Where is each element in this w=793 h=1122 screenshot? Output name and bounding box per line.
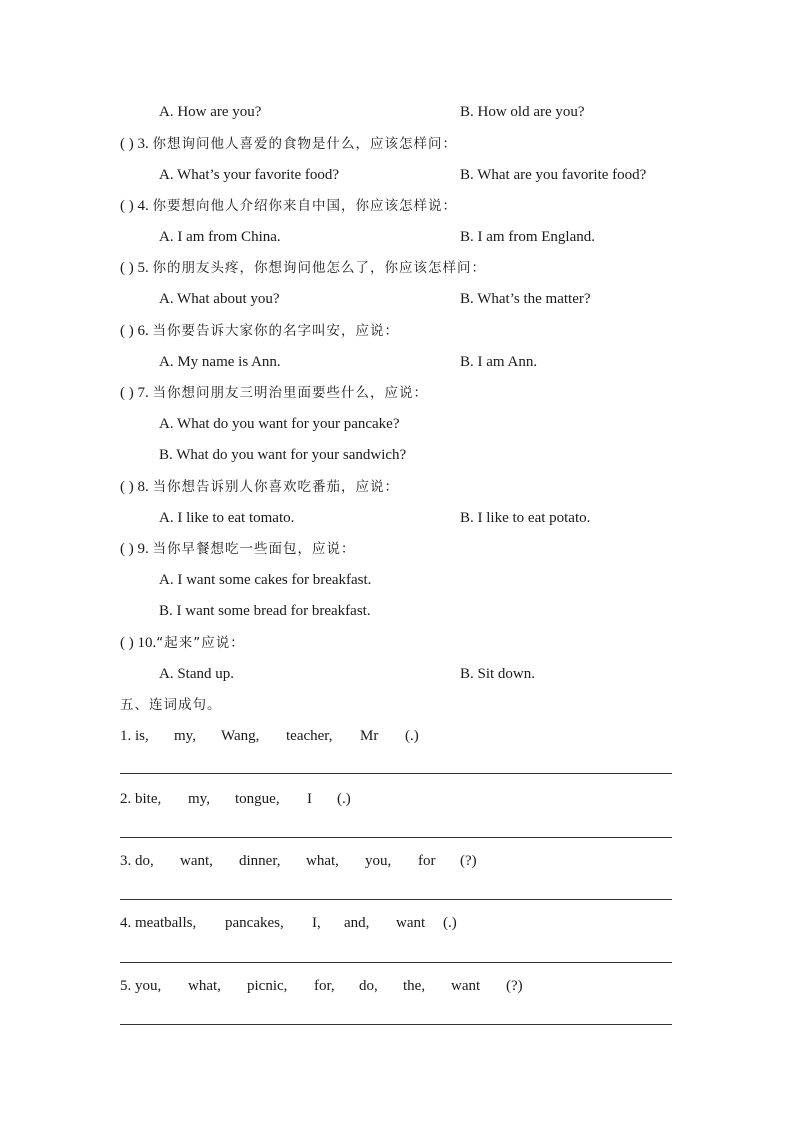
word: (?): [506, 978, 523, 994]
word: I,: [312, 915, 321, 931]
question-10: [120, 633, 245, 653]
word: you,: [365, 853, 392, 869]
sentence-item-1: [120, 726, 419, 746]
word: my,: [174, 728, 196, 744]
sentence-item-4: [120, 913, 457, 933]
sentence-item-3: [120, 851, 477, 871]
question-number: ( ) 7.: [120, 385, 149, 401]
q3-option-b: B. What are you favorite food?: [460, 167, 647, 183]
question-prompt: 你的朋友头疼，你想询问他怎么了，你应该怎样问：: [152, 260, 486, 276]
word: want: [451, 978, 481, 994]
q8-option-b: B. I like to eat potato.: [460, 510, 591, 526]
word: picnic,: [247, 978, 288, 994]
q10-option-b: B. Sit down.: [460, 666, 536, 682]
sentence-item-5: [120, 976, 523, 996]
question-number: ( ) 4.: [120, 198, 149, 214]
question-number: ( ) 10.: [120, 635, 157, 651]
word: do,: [359, 978, 378, 994]
question-prompt: “起来”应说：: [156, 635, 245, 651]
q7-option-b: B. What do you want for your sandwich?: [159, 447, 407, 463]
word: (.): [443, 915, 457, 931]
question-prompt: 你想询问他人喜爱的食物是什么，应该怎样问：: [152, 136, 457, 152]
q10-option-a: A. Stand up.: [159, 666, 234, 682]
q5-option-a: A. What about you?: [159, 291, 280, 307]
word: (.): [337, 791, 351, 807]
q9-option-a: A. I want some cakes for breakfast.: [159, 572, 372, 588]
q2-option-b: B. How old are you?: [460, 104, 585, 120]
q6-option-b: B. I am Ann.: [460, 354, 538, 370]
word: my,: [188, 791, 210, 807]
word: 1. is,: [120, 728, 149, 744]
word: (?): [460, 853, 477, 869]
question-prompt: 当你早餐想吃一些面包，应说：: [152, 541, 356, 557]
question-4: [120, 196, 457, 216]
question-6: [120, 321, 399, 341]
word: 3. do,: [120, 853, 154, 869]
question-7: [120, 383, 428, 403]
word: for,: [314, 978, 335, 994]
word: I: [307, 791, 312, 807]
word: and,: [344, 915, 370, 931]
word: dinner,: [239, 853, 281, 869]
answer-line-3[interactable]: [120, 899, 672, 900]
question-prompt: 当你要告诉大家你的名字叫安，应说：: [152, 323, 399, 339]
question-prompt: 当你想告诉别人你喜欢吃番茄，应说：: [152, 479, 399, 495]
q3-option-a: A. What’s your favorite food?: [159, 167, 340, 183]
section-5-title: 五、连词成句。: [120, 697, 222, 713]
word: pancakes,: [225, 915, 284, 931]
sentence-item-2: [120, 789, 351, 809]
word: 5. you,: [120, 978, 162, 994]
q9-option-b: B. I want some bread for breakfast.: [159, 603, 371, 619]
q6-option-a: A. My name is Ann.: [159, 354, 281, 370]
word: want: [396, 915, 426, 931]
q4-option-b: B. I am from England.: [460, 229, 595, 245]
answer-line-5[interactable]: [120, 1024, 672, 1025]
answer-line-4[interactable]: [120, 962, 672, 963]
question-number: ( ) 9.: [120, 541, 149, 557]
word: Mr: [360, 728, 379, 744]
question-9: [120, 539, 356, 559]
question-number: ( ) 5.: [120, 260, 149, 276]
q8-option-a: A. I like to eat tomato.: [159, 510, 295, 526]
question-number: ( ) 3.: [120, 136, 149, 152]
word: tongue,: [235, 791, 280, 807]
answer-line-2[interactable]: [120, 837, 672, 838]
question-8: [120, 477, 399, 497]
question-5: [120, 258, 486, 278]
question-number: ( ) 6.: [120, 323, 149, 339]
word: the,: [403, 978, 426, 994]
question-prompt: 你要想向他人介绍你来自中国，你应该怎样说：: [152, 198, 457, 214]
q2-option-a: A. How are you?: [159, 104, 262, 120]
word: teacher,: [286, 728, 333, 744]
q4-option-a: A. I am from China.: [159, 229, 281, 245]
question-number: ( ) 8.: [120, 479, 149, 495]
word: for: [418, 853, 436, 869]
word: 2. bite,: [120, 791, 162, 807]
word: Wang,: [221, 728, 260, 744]
question-prompt: 当你想问朋友三明治里面要些什么，应说：: [152, 385, 428, 401]
word: 4. meatballs,: [120, 915, 197, 931]
question-3: [120, 134, 457, 154]
word: what,: [188, 978, 221, 994]
q5-option-b: B. What’s the matter?: [460, 291, 591, 307]
q7-option-a: A. What do you want for your pancake?: [159, 416, 400, 432]
answer-line-1[interactable]: [120, 773, 672, 774]
word: what,: [306, 853, 339, 869]
word: (.): [405, 728, 419, 744]
word: want,: [180, 853, 213, 869]
